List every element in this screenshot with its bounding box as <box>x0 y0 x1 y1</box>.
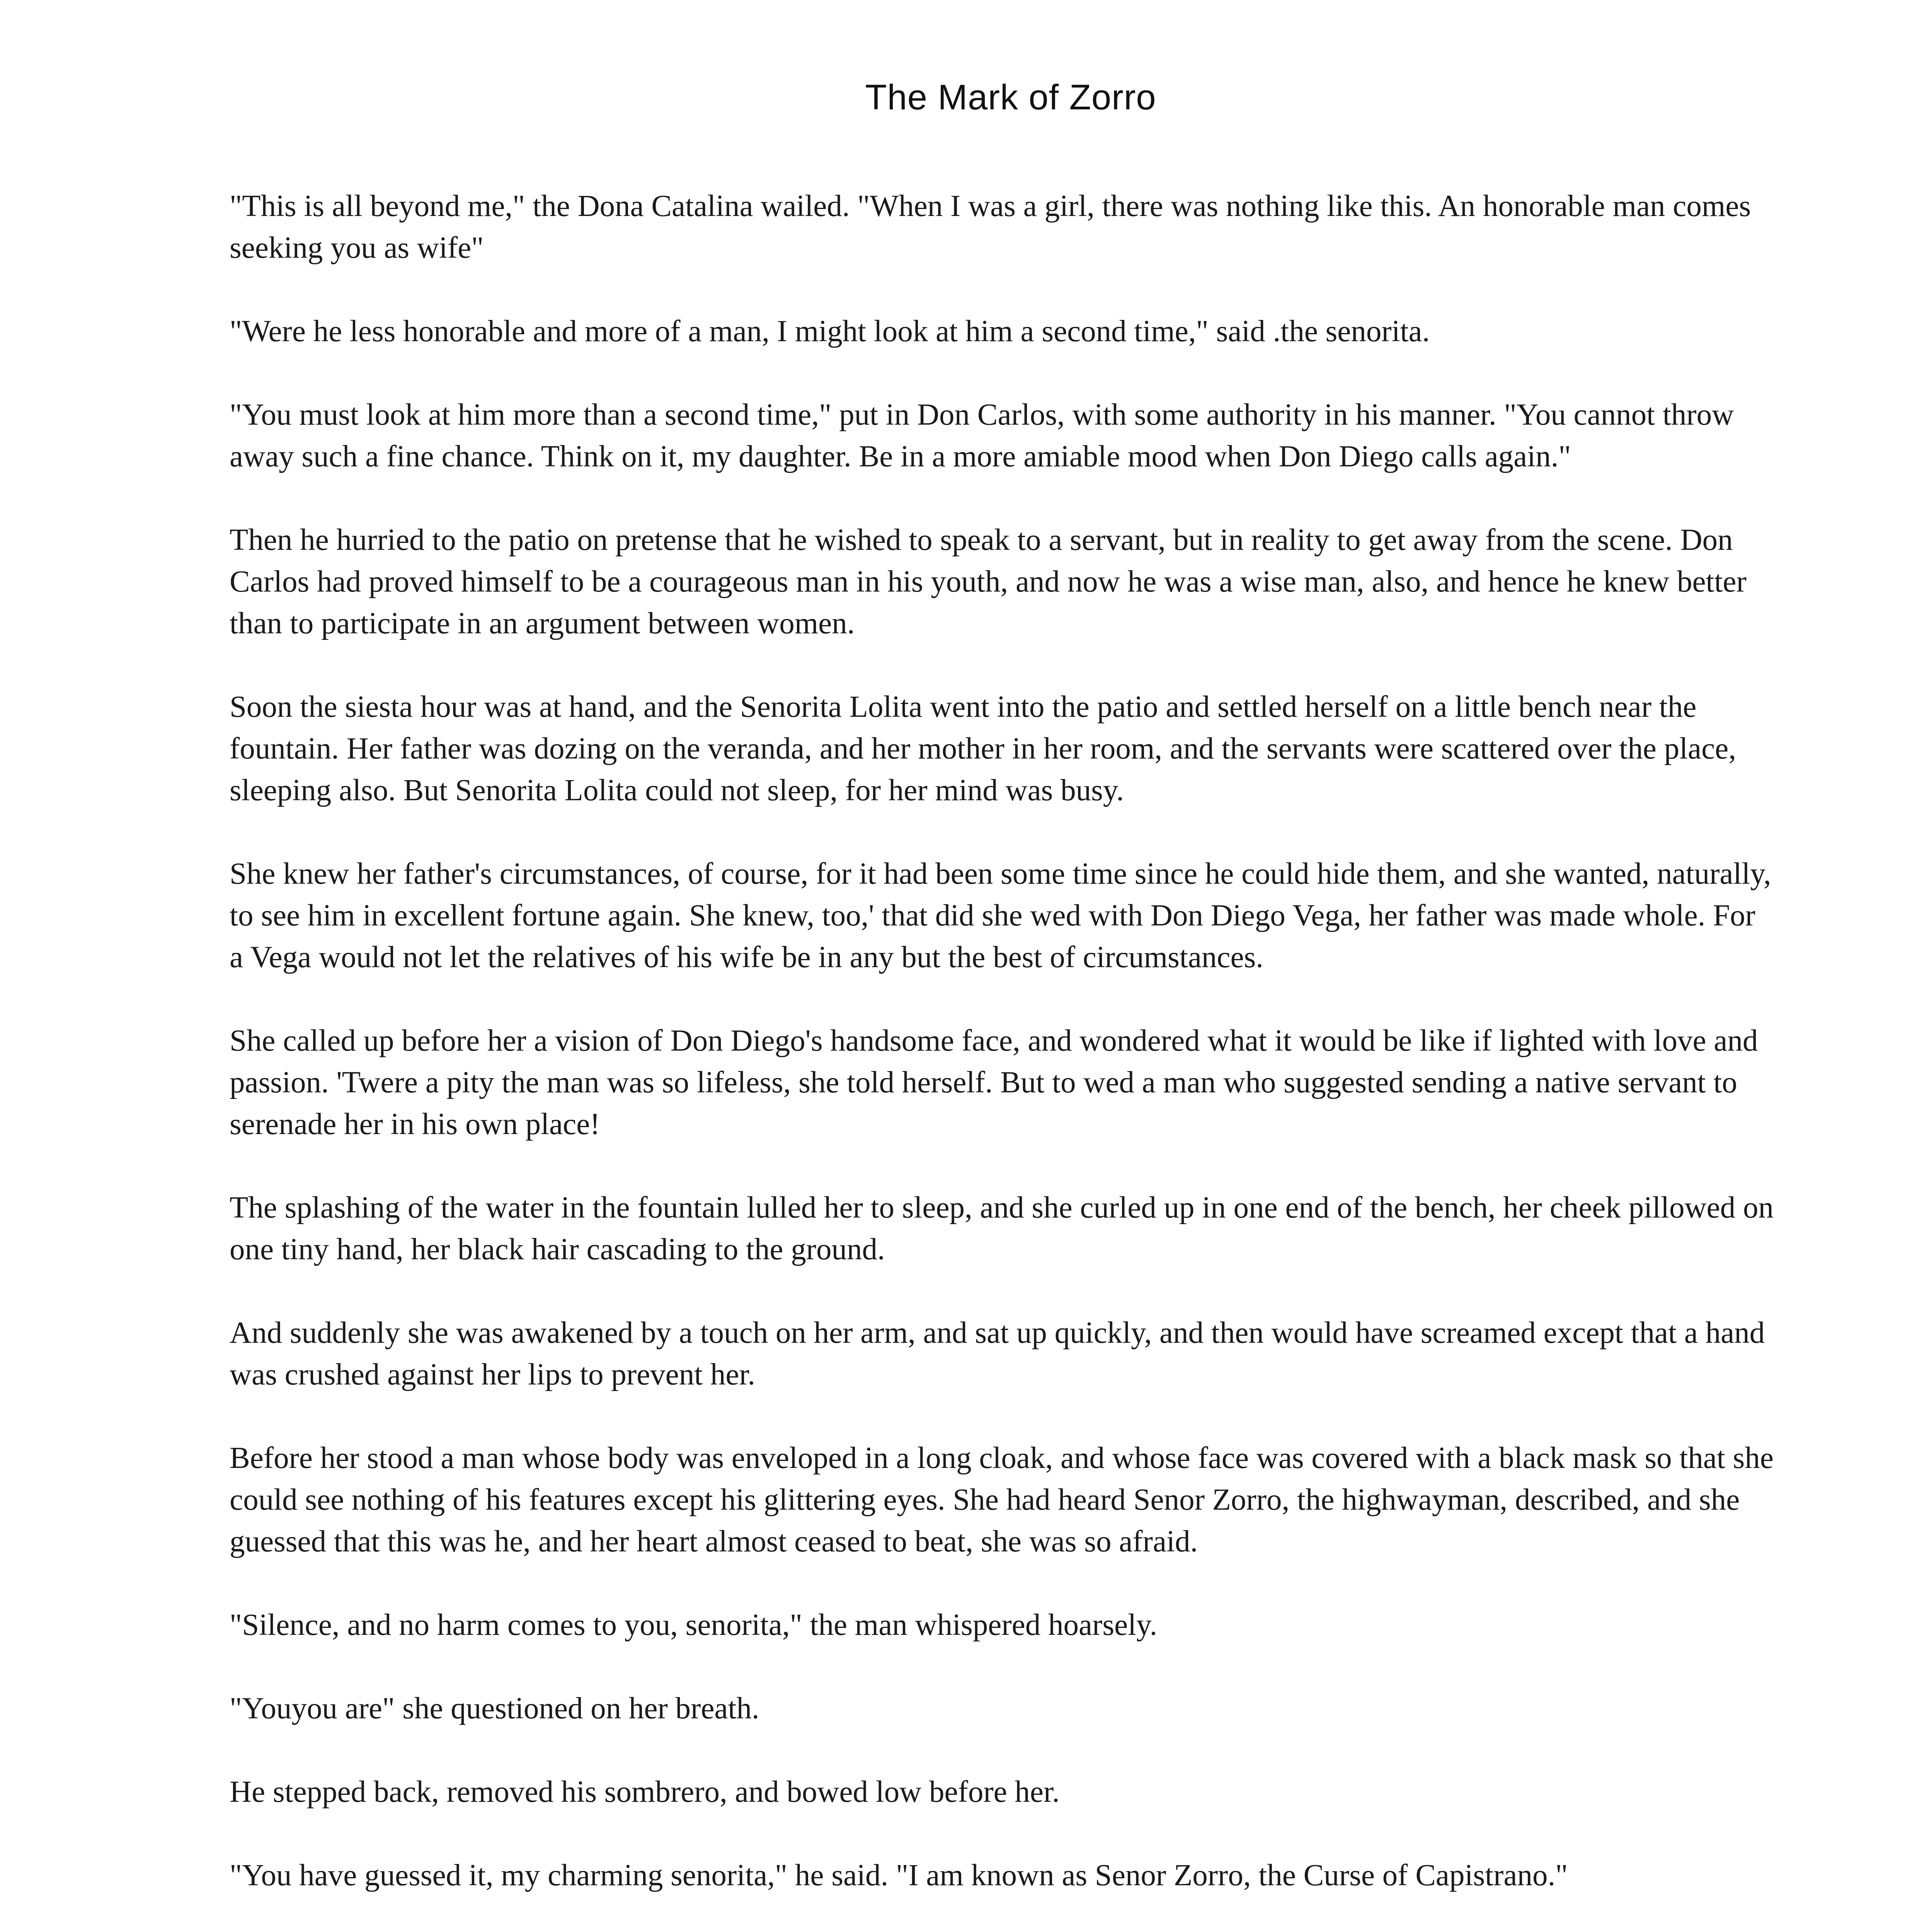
paragraph: "Were he less honorable and more of a man, I might look at him a second time," said .the senorita. <box>230 315 1430 348</box>
paragraph: Before her stood a man whose body was enveloped in a long cloak, and whose face was covered with a black mask so that she could see nothing of his features except his glittering eyes. She had heard Senor Zorro, the highwayman, described, and she guessed that this was he, and her heart almost ceased to beat, she was so afraid. <box>230 1441 1774 1558</box>
paragraph: The splashing of the water in the fountain lulled her to sleep, and she curled up in one end of the bench, her cheek pillowed on one tiny hand, her black hair cascading to the ground. <box>230 1191 1774 1266</box>
paragraph: "This is all beyond me," the Dona Catalina wailed. "When I was a girl, there was nothing like this. An honorable man comes seeking you as wife" <box>230 189 1751 265</box>
paragraph: She called up before her a vision of Don Diego's handsome face, and wondered what it would be like if lighted with love and passion. 'Twere a pity the man was so lifeless, she told herself. But to wed a man who suggested sending a native servant to serenade her in his own place! <box>230 1024 1758 1141</box>
paragraph: And suddenly she was awakened by a touch on her arm, and sat up quickly, and then would have screamed except that a hand was crushed against her lips to prevent her. <box>230 1316 1765 1391</box>
paragraph: Then he hurried to the patio on pretense that he wished to speak to a servant, but in reality to get away from the scene. Don Carlos had proved himself to be a courageous man in his youth, and now he was a wise man, also, and hence he knew better than to participate in an argument between women. <box>230 523 1747 640</box>
paragraph: She knew her father's circumstances, of course, for it had been some time since he could hide them, and she wanted, naturally, to see him in excellent fortune again. She knew, too,' that did she wed with Don Diego Vega, her father was made whole. For a Vega would not let the relatives of his wife be in any but the best of circumstances. <box>230 857 1771 974</box>
paragraph: He stepped back, removed his sombrero, and bowed low before her. <box>230 1775 1060 1809</box>
paragraph: "Youyou are" she questioned on her breath. <box>230 1692 759 1725</box>
running-header-title: The Mark of Zorro <box>865 78 1156 117</box>
paragraph: "Silence, and no harm comes to you, senorita," the man whispered hoarsely. <box>230 1608 1158 1642</box>
paragraph: Soon the siesta hour was at hand, and the Senorita Lolita went into the patio and settled herself on a little bench near the fountain. Her father was dozing on the veranda, and her mother in her room, and the servants were scattered over the place, sleeping also. But Senorita Lolita could not sleep, for her mind was busy. <box>230 690 1736 807</box>
body-text <box>230 185 1776 1932</box>
paragraph: "You must look at him more than a second time," put in Don Carlos, with some authority in his manner. "You cannot throw away such a fine chance. Think on it, my daughter. Be in a more amiable mood when Don Diego calls again." <box>230 398 1734 473</box>
paragraph: "You have guessed it, my charming senorita," he said. "I am known as Senor Zorro, the Curse of Capistrano." <box>230 1859 1568 1892</box>
